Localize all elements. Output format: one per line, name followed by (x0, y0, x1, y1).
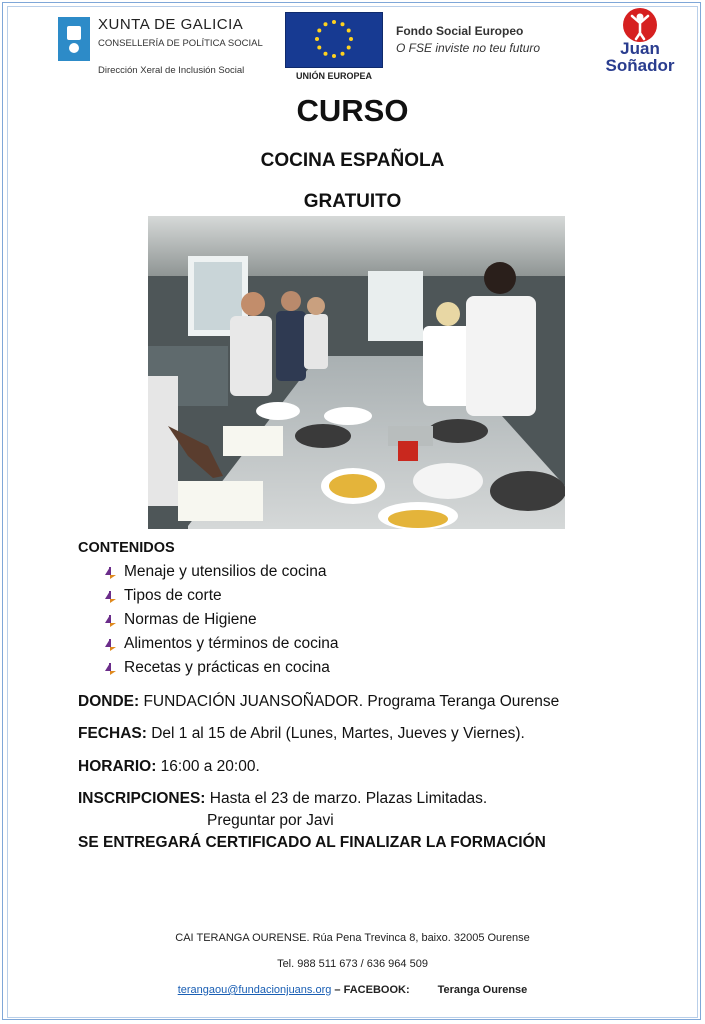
where-label: DONDE: (78, 693, 140, 710)
arrow-bullet-icon (104, 590, 117, 603)
eu-label: UNIÓN EUROPEA (295, 71, 372, 81)
list-item (78, 584, 678, 608)
fse-slogan: O FSE inviste no teu futuro (396, 41, 541, 55)
list-item-label: Normas de Higiene (124, 611, 257, 628)
footer-address: CAI TERANGA OURENSE. Rúa Pena Trevinca 8, baixo. 32005 Ourense (175, 932, 530, 944)
eu-stars-icon (314, 19, 354, 59)
signup-value: Hasta el 23 de marzo. Plazas Limitadas. (205, 790, 488, 807)
course-title: CURSO (296, 93, 409, 128)
course-subtitle: COCINA ESPAÑOLA (260, 150, 445, 171)
eu-flag-icon (285, 12, 383, 68)
list-item-label: Menaje y utensilios de cocina (124, 563, 327, 580)
juan-sonador-logo (600, 8, 680, 78)
arrow-bullet-icon (104, 638, 117, 651)
juan-sonador-line2: Soñador (605, 56, 675, 75)
time-value: 16:00 a 20:00. (156, 758, 260, 775)
contents-heading: CONTENIDOS (78, 540, 175, 556)
xunta-name: XUNTA DE GALICIA (98, 16, 244, 33)
dates-label: FECHAS: (78, 725, 147, 742)
time-line (78, 758, 260, 776)
dates-value: Del 1 al 15 de Abril (Lunes, Martes, Jueves y Viernes). (146, 725, 525, 742)
xunta-subdepartment: Dirección Xeral de Inclusión Social (98, 65, 245, 76)
where-value: FUNDACIÓN JUANSOÑADOR. Programa Teranga Ourense (139, 693, 560, 710)
arrow-bullet-icon (104, 614, 117, 627)
course-price: GRATUITO (303, 191, 402, 212)
fse-block (396, 24, 540, 55)
list-item-label: Alimentos y términos de cocina (124, 635, 339, 652)
footer-phone: Tel. 988 511 673 / 636 964 509 (277, 958, 428, 970)
facebook-page: Teranga Ourense (437, 984, 528, 996)
dates-line (78, 725, 525, 743)
arrow-bullet-icon (104, 662, 117, 675)
time-label: HORARIO: (78, 758, 157, 775)
kitchen-class-photo (148, 216, 565, 529)
signup-contact: Preguntar por Javi (207, 812, 334, 829)
list-item (78, 560, 678, 584)
xunta-department: CONSELLERÍA DE POLÍTICA SOCIAL (98, 38, 263, 49)
contents-section (78, 540, 678, 680)
facebook-label: – FACEBOOK: (331, 984, 410, 996)
eu-logo (285, 12, 383, 81)
list-item (78, 632, 678, 656)
list-item (78, 656, 678, 680)
juan-sonador-name (600, 40, 680, 74)
where-line (78, 693, 559, 711)
email-link[interactable]: terangaou@fundacionjuans.org (177, 984, 332, 996)
signup-label: INSCRIPCIONES: (78, 790, 206, 807)
juan-sonador-line1: Juan (620, 39, 660, 58)
signup-line (78, 790, 487, 808)
list-item-label: Recetas y prácticas en cocina (124, 659, 330, 676)
list-item-label: Tipos de corte (124, 587, 222, 604)
list-item (78, 608, 678, 632)
xunta-shield-icon (58, 17, 90, 61)
certificate-notice: SE ENTREGARÁ CERTIFICADO AL FINALIZAR LA FORMACIÓN (78, 834, 546, 851)
footer-contact (0, 984, 705, 996)
fse-title: Fondo Social Europeo (396, 24, 524, 38)
arrow-bullet-icon (104, 566, 117, 579)
juan-sonador-figure-icon (623, 8, 657, 42)
